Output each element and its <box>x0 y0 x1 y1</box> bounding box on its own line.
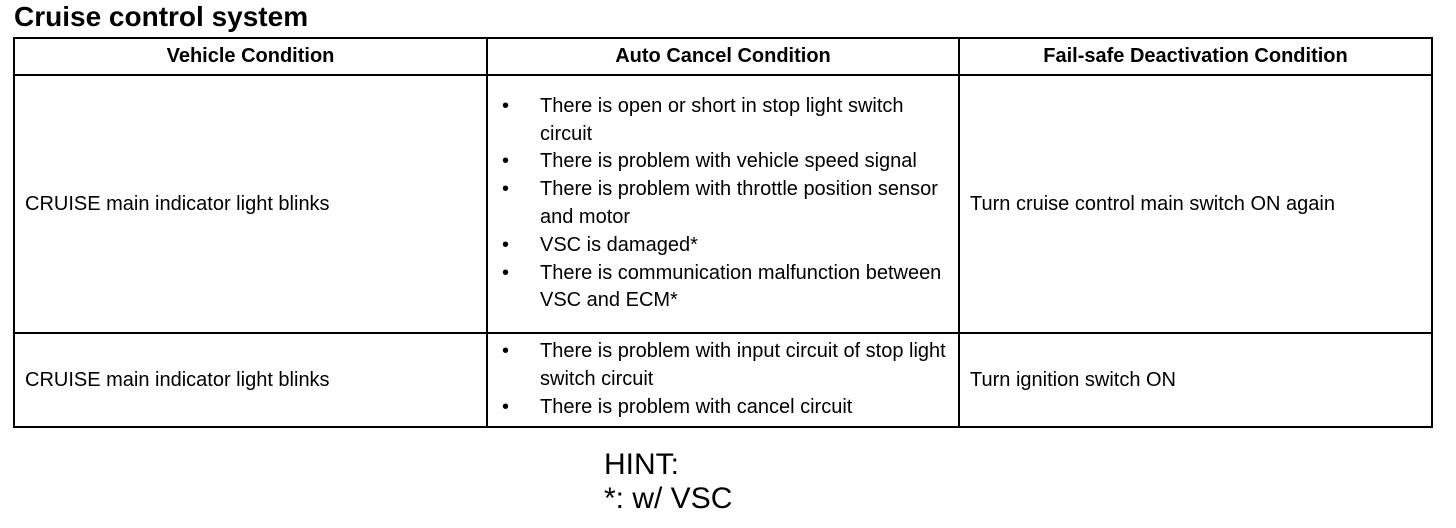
bullet-icon: • <box>502 178 510 201</box>
table-row <box>14 333 1432 427</box>
failsafe-cell: Turn cruise control main switch ON again <box>959 75 1432 333</box>
bullet-icon: • <box>502 395 510 418</box>
list-item <box>498 394 948 422</box>
list-item <box>498 338 948 394</box>
list-item-text: There is problem with cancel circuit <box>540 395 853 418</box>
hint-text: *: w/ VSC <box>604 482 733 515</box>
cruise-control-table <box>13 37 1433 428</box>
hint-label: HINT: <box>604 448 679 481</box>
vehicle-condition-cell: CRUISE main indicator light blinks <box>14 75 487 333</box>
header-auto-cancel-condition: Auto Cancel Condition <box>487 38 959 75</box>
list-item-text: There is open or short in stop light switch circuit <box>540 94 904 145</box>
list-item <box>498 176 948 232</box>
vehicle-condition-cell: CRUISE main indicator light blinks <box>14 333 487 427</box>
hint-note <box>604 448 732 516</box>
auto-cancel-list <box>498 338 948 421</box>
table-header-row <box>14 38 1432 75</box>
list-item <box>498 148 948 176</box>
auto-cancel-cell <box>487 333 959 427</box>
bullet-icon: • <box>502 261 510 284</box>
list-item <box>498 93 948 149</box>
failsafe-cell: Turn ignition switch ON <box>959 333 1432 427</box>
auto-cancel-list <box>498 93 948 315</box>
bullet-icon: • <box>502 150 510 173</box>
header-vehicle-condition: Vehicle Condition <box>14 38 487 75</box>
bullet-icon: • <box>502 94 510 117</box>
list-item-text: There is problem with throttle position sensor and motor <box>540 178 938 228</box>
list-item-text: There is problem with input circuit of stop light switch circuit <box>540 340 946 391</box>
auto-cancel-cell <box>487 75 959 333</box>
header-failsafe-deactivation-condition: Fail-safe Deactivation Condition <box>959 38 1432 75</box>
list-item-text: VSC is damaged* <box>540 233 698 256</box>
table-row <box>14 75 1432 333</box>
list-item <box>498 232 948 260</box>
bullet-icon: • <box>502 340 510 363</box>
list-item-text: There is communication malfunction between VSC and ECM* <box>540 261 942 312</box>
bullet-icon: • <box>502 233 510 256</box>
list-item <box>498 260 948 316</box>
page-title: Cruise control system <box>14 1 309 32</box>
list-item-text: There is problem with vehicle speed signal <box>540 150 917 173</box>
